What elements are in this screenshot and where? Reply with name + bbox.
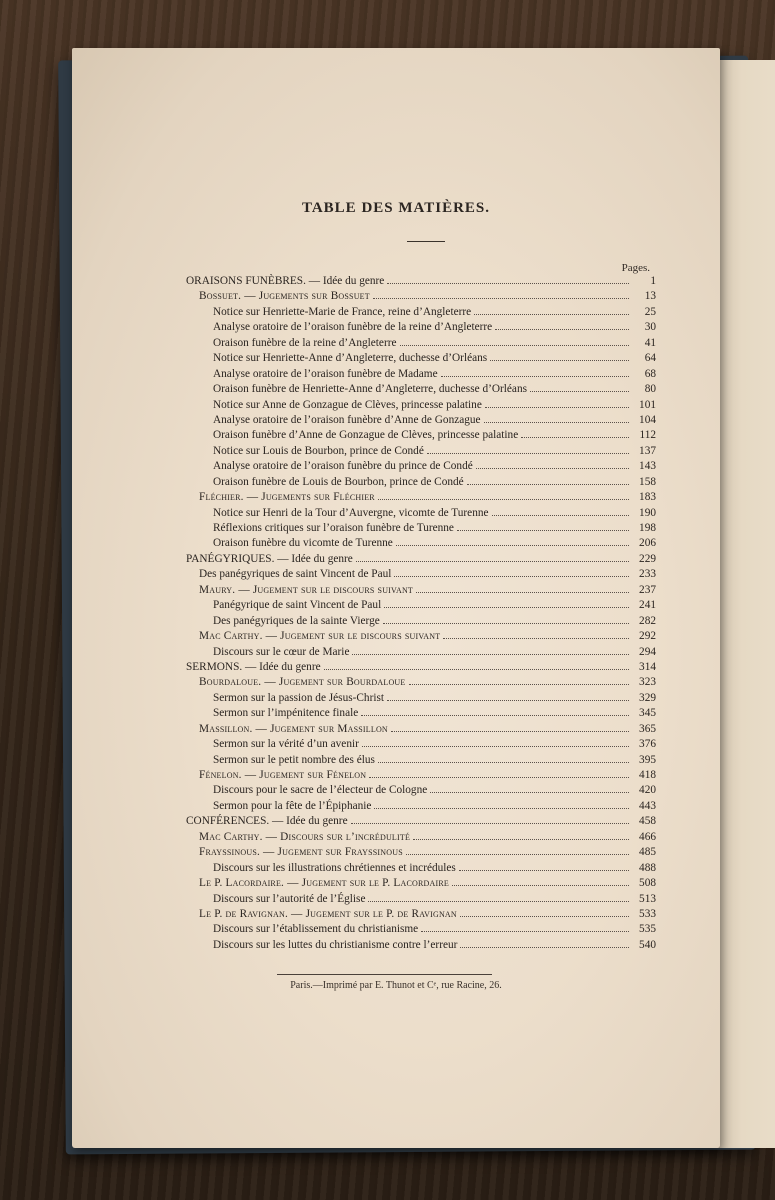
toc-entry-title: Notice sur Anne de Gonzague de Clèves, princesse palatine — [213, 398, 482, 411]
toc-entry-page: 508 — [639, 877, 656, 890]
toc-entry-page: 64 — [644, 352, 656, 365]
toc-entry-page: 143 — [639, 460, 656, 473]
toc-entry — [186, 428, 656, 443]
toc-entry — [186, 598, 656, 613]
dot-leader — [413, 830, 629, 840]
dot-leader — [467, 475, 629, 485]
toc-entry-page: 540 — [639, 938, 656, 951]
toc-entry-title: Sermon sur l’impénitence finale — [213, 707, 359, 720]
dot-leader — [490, 351, 629, 361]
dot-leader — [443, 629, 629, 639]
toc-entry — [186, 922, 656, 937]
toc-entry-page: 292 — [639, 630, 656, 643]
toc-entry-page: 158 — [639, 475, 656, 488]
dot-leader — [374, 799, 629, 809]
toc-entry — [186, 783, 656, 798]
dot-leader — [457, 521, 629, 531]
toc-entry-title: Analyse oratoire de l’oraison funèbre d’Anne de Gonzague — [213, 413, 481, 426]
toc-entry-page: 513 — [639, 892, 656, 905]
printer-imprint: Paris.—Imprimé par E. Thunot et Cᵉ, rue Racine, 26. — [290, 980, 502, 991]
dot-leader — [351, 814, 629, 824]
toc-entry-title: Fénelon. — Jugement sur Fénelon — [199, 769, 367, 781]
toc-entry-page: 137 — [639, 444, 656, 457]
toc-entry — [186, 675, 656, 690]
toc-entry — [186, 320, 656, 335]
toc-entry-title: Analyse oratoire de l’oraison funèbre du prince de Condé — [213, 460, 473, 473]
toc-entry-title: Mac Carthy. — Discours sur l’incrédulité — [199, 830, 411, 843]
toc-entry-title: Oraison funèbre de la reine d’Angleterre — [213, 336, 397, 349]
toc-entry-title: Frayssinous. — Jugement sur Frayssinous — [199, 846, 403, 859]
toc-entry — [186, 892, 656, 907]
toc-entry-page: 314 — [639, 660, 656, 673]
toc-entry-title: Des panégyriques de saint Vincent de Paul — [199, 568, 392, 581]
toc-entry — [186, 413, 656, 428]
toc-entry-page: 418 — [639, 769, 656, 781]
toc-entry — [186, 521, 656, 536]
toc-entry-title: Maury. — Jugement sur le discours suivant — [199, 583, 414, 596]
toc-entry — [186, 660, 656, 675]
toc-entry — [186, 645, 656, 660]
toc-entry-title: Analyse oratoire de l’oraison funèbre de Madame — [213, 367, 438, 380]
title-rule — [407, 241, 445, 242]
toc-entry-title: Des panégyriques de la sainte Vierge — [213, 614, 380, 627]
dot-leader — [430, 783, 629, 793]
toc-entry-page: 206 — [639, 537, 656, 550]
toc-entry-title: Panégyrique de saint Vincent de Paul — [213, 599, 382, 612]
toc-entry — [186, 876, 656, 891]
toc-entry — [186, 799, 656, 814]
dot-leader — [387, 274, 629, 284]
toc-entry — [186, 753, 656, 768]
toc-entry — [186, 861, 656, 876]
toc-entry-page: 365 — [639, 722, 656, 735]
dot-leader — [361, 706, 629, 716]
toc-entry — [186, 351, 656, 366]
dot-leader — [394, 567, 629, 577]
toc-entry-page: 241 — [639, 599, 656, 612]
dot-leader — [400, 336, 630, 346]
toc-entry — [186, 552, 656, 567]
toc-entry-page: 488 — [639, 861, 656, 874]
toc-entry-title: Notice sur Henriette-Marie de France, reine d’Angleterre — [213, 305, 472, 318]
toc-entry-page: 420 — [639, 784, 656, 797]
dot-leader — [476, 459, 629, 469]
imprint-rule — [277, 974, 492, 975]
toc-entry — [186, 814, 656, 829]
toc-entry — [186, 398, 656, 413]
toc-entry-title: PANÉGYRIQUES. — Idée du genre — [186, 552, 353, 565]
toc-entry — [186, 583, 656, 598]
toc-entry — [186, 737, 656, 752]
toc-entry-page: 41 — [644, 336, 656, 349]
toc-entry-title: Discours pour le sacre de l’électeur de Cologne — [213, 784, 428, 797]
dot-leader — [492, 506, 630, 516]
toc-entry-page: 1 — [650, 275, 656, 287]
toc-entry-title: Discours sur l’autorité de l’Église — [213, 892, 366, 905]
toc-entry-page: 25 — [644, 305, 656, 318]
toc-entry-page: 458 — [639, 815, 656, 828]
toc-entry — [186, 536, 656, 551]
toc-entry — [186, 475, 656, 490]
toc-entry-title: Analyse oratoire de l’oraison funèbre de la reine d’Angleterre — [213, 321, 493, 334]
toc-entry-title: Le P. Lacordaire. — Jugement sur le P. Lacordaire — [199, 877, 449, 890]
toc-entry-page: 533 — [639, 907, 656, 920]
toc-entry-title: Fléchier. — Jugements sur Fléchier — [199, 491, 375, 504]
toc-entry-title: Réflexions critiques sur l’oraison funèbre de Turenne — [213, 522, 454, 534]
toc-entry-page: 485 — [639, 846, 656, 859]
toc-entry — [186, 459, 656, 474]
toc-entry — [186, 367, 656, 382]
dot-leader — [362, 737, 629, 747]
toc-entry-title: ORAISONS FUNÈBRES. — Idée du genre — [186, 275, 385, 287]
toc-entry-page: 294 — [639, 645, 656, 658]
toc-entry-title: Le P. de Ravignan. — Jugement sur le P. de Ravignan — [199, 907, 457, 920]
toc-entry — [186, 907, 656, 922]
toc-entry-title: Oraison funèbre du vicomte de Turenne — [213, 537, 393, 550]
dot-leader — [378, 753, 629, 763]
toc-entry-page: 395 — [639, 753, 656, 766]
toc-entry-title: Notice sur Henriette-Anne d’Angleterre, duchesse d’Orléans — [213, 352, 488, 365]
table-of-contents — [186, 274, 656, 953]
toc-entry-page: 68 — [644, 367, 656, 380]
dot-leader — [324, 660, 629, 670]
toc-entry-title: Sermon sur le petit nombre des élus — [213, 753, 375, 766]
toc-entry — [186, 614, 656, 629]
toc-entry-page: 282 — [639, 614, 656, 627]
dot-leader — [460, 907, 629, 917]
toc-entry-title: Bossuet. — Jugements sur Bossuet — [199, 290, 370, 303]
toc-entry-page: 101 — [639, 398, 656, 411]
toc-entry-page: 112 — [639, 429, 656, 442]
pages-column-label: Pages. — [621, 262, 650, 274]
dot-leader — [368, 892, 629, 902]
dot-leader — [485, 398, 629, 408]
dot-leader — [484, 413, 629, 423]
toc-entry-title: Sermon pour la fête de l’Épiphanie — [213, 799, 372, 812]
toc-entry-page: 466 — [639, 830, 656, 843]
toc-entry-page: 198 — [639, 522, 656, 534]
dot-leader — [474, 305, 629, 315]
toc-entry-page: 323 — [639, 676, 656, 689]
toc-entry-title: CONFÉRENCES. — Idée du genre — [186, 815, 348, 828]
toc-entry-title: Mac Carthy. — Jugement sur le discours suivant — [199, 630, 441, 643]
toc-entry — [186, 706, 656, 721]
toc-entry-title: Discours sur le cœur de Marie — [213, 645, 350, 658]
dot-leader — [460, 938, 629, 948]
toc-entry-title: Discours sur les luttes du christianisme contre l’erreur — [213, 938, 458, 951]
toc-entry — [186, 691, 656, 706]
toc-entry — [186, 845, 656, 860]
toc-entry-page: 329 — [639, 691, 656, 704]
toc-entry-page: 13 — [644, 290, 656, 303]
toc-entry — [186, 722, 656, 737]
toc-entry-page: 345 — [639, 707, 656, 720]
dot-leader — [396, 536, 629, 546]
dot-leader — [383, 614, 629, 624]
toc-entry-page: 237 — [639, 583, 656, 596]
dot-leader — [409, 675, 630, 685]
toc-entry-page: 535 — [639, 923, 656, 936]
dot-leader — [495, 320, 629, 330]
toc-entry — [186, 768, 656, 783]
dot-leader — [384, 598, 629, 608]
toc-entry — [186, 444, 656, 459]
dot-leader — [452, 876, 629, 886]
toc-entry-title: Notice sur Henri de la Tour d’Auvergne, vicomte de Turenne — [213, 506, 489, 519]
toc-entry-title: Oraison funèbre d’Anne de Gonzague de Clèves, princesse palatine — [213, 429, 519, 442]
toc-entry — [186, 506, 656, 521]
toc-entry-page: 443 — [639, 799, 656, 812]
toc-entry-page: 80 — [644, 383, 656, 396]
toc-entry — [186, 938, 656, 953]
toc-entry — [186, 289, 656, 304]
dot-leader — [378, 490, 629, 500]
toc-entry-title: Discours sur les illustrations chrétiennes et incrédules — [213, 861, 456, 874]
dot-leader — [441, 367, 629, 377]
toc-entry — [186, 305, 656, 320]
dot-leader — [421, 922, 629, 932]
toc-entry — [186, 490, 656, 505]
toc-entry-page: 104 — [639, 413, 656, 426]
dot-leader — [369, 768, 629, 778]
toc-entry-title: Notice sur Louis de Bourbon, prince de Condé — [213, 444, 424, 457]
toc-entry — [186, 336, 656, 351]
toc-entry — [186, 382, 656, 397]
toc-entry-title: SERMONS. — Idée du genre — [186, 660, 321, 673]
toc-entry-title: Oraison funèbre de Henriette-Anne d’Angleterre, duchesse d’Orléans — [213, 383, 527, 396]
dot-leader — [427, 444, 629, 454]
toc-entry-page: 229 — [639, 552, 656, 565]
dot-leader — [530, 382, 629, 392]
toc-entry — [186, 567, 656, 582]
toc-entry-title: Discours sur l’établissement du christianisme — [213, 923, 419, 936]
toc-entry-page: 376 — [639, 738, 656, 751]
toc-entry — [186, 274, 656, 289]
toc-entry — [186, 830, 656, 845]
toc-entry — [186, 629, 656, 644]
dot-leader — [459, 861, 629, 871]
toc-entry-title: Bourdaloue. — Jugement sur Bourdaloue — [199, 676, 406, 689]
dot-leader — [352, 645, 629, 655]
dot-leader — [373, 289, 629, 299]
dot-leader — [387, 691, 629, 701]
dot-leader — [391, 722, 629, 732]
toc-entry-title: Massillon. — Jugement sur Massillon — [199, 722, 388, 735]
book-page — [72, 48, 720, 1148]
toc-entry-title: Sermon sur la vérité d’un avenir — [213, 738, 359, 751]
dot-leader — [406, 845, 629, 855]
dot-leader — [356, 552, 629, 562]
toc-entry-page: 30 — [644, 321, 656, 334]
page-title: TABLE DES MATIÈRES. — [301, 200, 491, 216]
toc-entry-title: Sermon sur la passion de Jésus-Christ — [213, 691, 385, 704]
toc-entry-page: 190 — [639, 506, 656, 519]
toc-entry-page: 233 — [639, 568, 656, 581]
toc-entry-page: 183 — [639, 491, 656, 504]
dot-leader — [521, 428, 629, 438]
toc-entry-title: Oraison funèbre de Louis de Bourbon, prince de Condé — [213, 475, 464, 488]
facing-page-edge — [712, 60, 775, 1148]
dot-leader — [416, 583, 629, 593]
